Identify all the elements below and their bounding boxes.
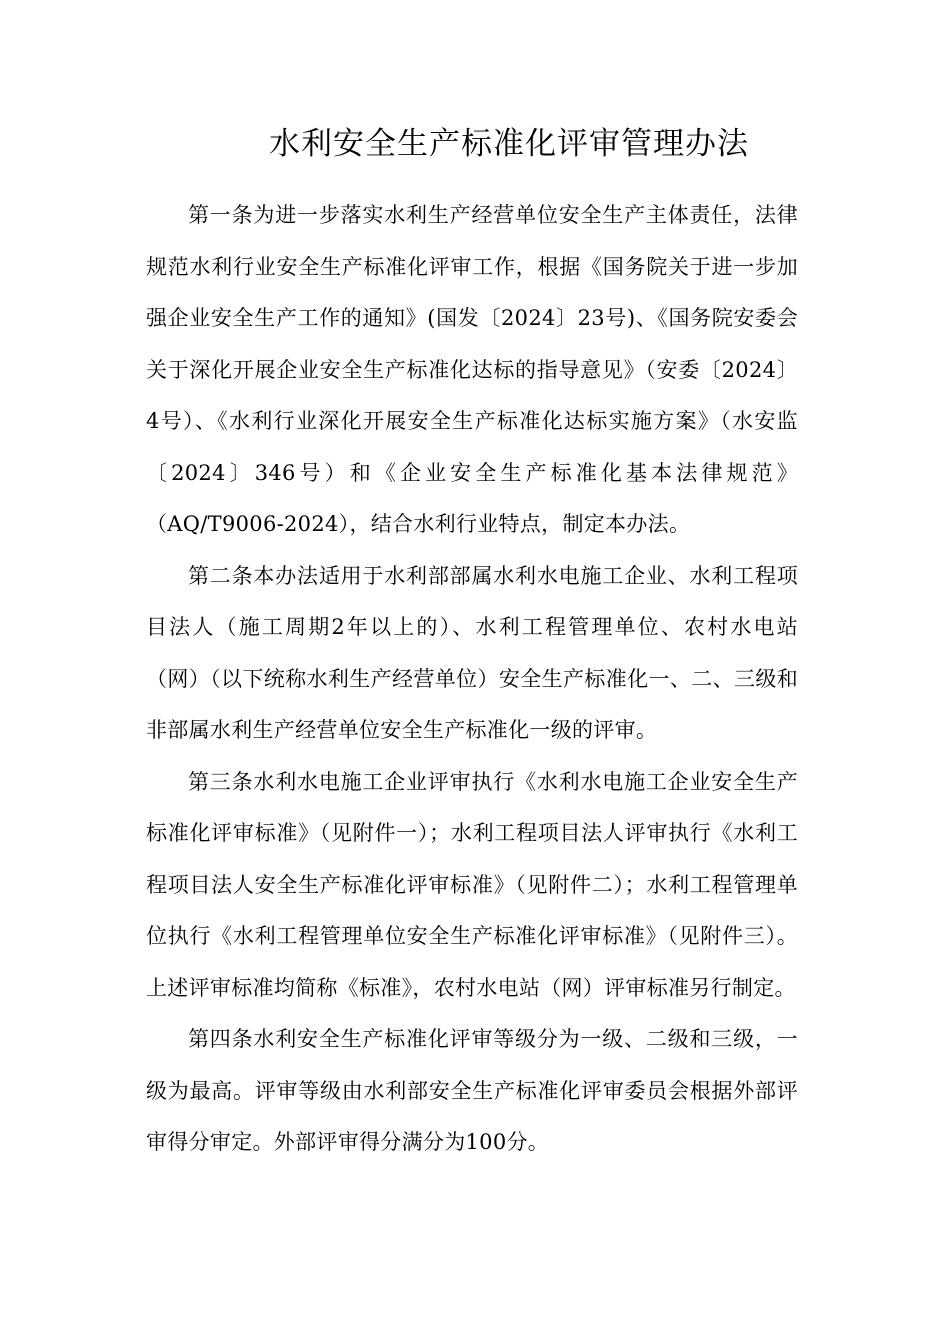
article-3-paragraph: 第三条水利水电施工企业评审执行《水利水电施工企业安全生产标准化评审标准》（见附件一）；水利工程项目法人评审执行《水利工程项目法人安全生产标准化评审标准》（见附件二）；水利工程管理单位执行《水利工程管理单位安全生产标准化评审标准》（见附件三）。上述评审标准均简称《标准》，农村水电站（网）评审标准另行制定。 [146,769,798,1000]
document-body [146,190,798,1169]
article-1-paragraph: 第一条为进一步落实水利生产经营单位安全生产主体责任，法律规范水利行业安全生产标准化评审工作，根据《国务院关于进一步加强企业安全生产工作的通知》(国发〔2024〕23号)、《国务院安委会关于深化开展企业安全生产标准化达标的指导意见》（安委〔2024〕4号）、《水利行业深化开展安全生产标准化达标实施方案》（水安监〔2024〕346号）和《企业安全生产标准化基本法律规范》（AQ/T9006-2024），结合水利行业特点，制定本办法。 [146,203,798,536]
article-4-paragraph: 第四条水利安全生产标准化评审等级分为一级、二级和三级，一级为最高。评审等级由水利部安全生产标准化评审委员会根据外部评审得分审定。外部评审得分满分为100分。 [146,1027,798,1154]
document-title: 水利安全生产标准化评审管理办法 [269,126,749,162]
article-2-paragraph: 第二条本办法适用于水利部部属水利水电施工企业、水利工程项目法人（施工周期2年以上的）、水利工程管理单位、农村水电站（网）（以下统称水利生产经营单位）安全生产标准化一、二、三级和非部属水利生产经营单位安全生产标准化一级的评审。 [146,563,798,742]
